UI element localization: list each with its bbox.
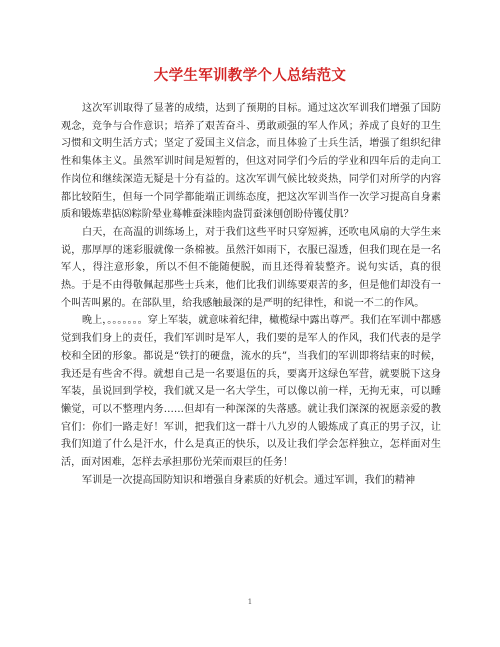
paragraph-4: 军训是一次提高国防知识和增强自身素质的好机会。通过军训，我们的精神 bbox=[82, 474, 416, 486]
paragraph-3: 晚上，。。。。。。。穿上军装，就意味着纪律，橄榄绿中露出尊严。我们在军训中都感觉到我们身上的责任，我们军训时是军人，我们要的是军人的作风，我们代表的是学校和全团的形象。都说是“铁打的硬盘，流水的兵”，当我们的军训即将结束的时候，我还是有些舍不得。就想自己是一名要退伍的兵，要离开这绿色军营，就要脱下这身军装，虽说回到学校，我们就又是一名大学生，可以像以前一样，无拘无束，可以睡懒觉，可以不整理内务……但却有一种深深的失落感。就让我们深深的祝愿亲爱的教官们：你们一路走好！军训，把我们这一群十八九岁的人锻炼成了真正的男子汉，让我们知道了什么是汗水，什么是真正的快乐，以及让我们学会怎样独立，怎样面对生活，面对困难，怎样去承担那份光荣而艰巨的任务！ bbox=[61, 315, 441, 469]
paragraph-2: 白天，在高温的训练场上，对于我们这些平时只穿短裤，还吹电风扇的大学生来说，那厚厚的迷彩服就像一条棉被。虽然汗如雨下，衣服已湿透，但我们现在是一名军人，得注意形象，所以不但不能随便脱，而且还得着装整齐。说句实话，真的很热。于是不由得敬佩起那些士兵来，他们比我们训练要艰苦的多，但是他们却没有一个叫苦叫累的。在部队里，给我感触最深的是严明的纪律性，和说一不二的作风。 bbox=[61, 226, 441, 309]
document-title: 大学生军训教学个人总结范文 bbox=[153, 68, 347, 84]
paragraph-1: 这次军训取得了显著的成绩，达到了预期的目标。通过这次军训我们增强了国防观念，竞争与合作意识；培养了艰苦奋斗、勇敢顽强的军人作风；养成了良好的卫生习惯和文明生活方式；坚定了爱国主义信念，而且体验了士兵生活，增强了组织纪律性和集体主义。虽然军训时间是短暂的，但这对同学们今后的学业和四年后的走向工作岗位和继续深造无疑是十分有益的。这次军训气候比较炎热，同学们对所学的内容都比较陌生，但每一个同学都能端正训练态度，把这次军训当作一次学习提高自身素质和锻炼辈掂⑻粽阶晕业蓦帷蚕涞睦肉盎罚蚕涞刨创盼侍镬仗肌？ bbox=[61, 103, 441, 221]
document-body bbox=[61, 100, 441, 489]
page-number: 1 bbox=[247, 598, 253, 606]
